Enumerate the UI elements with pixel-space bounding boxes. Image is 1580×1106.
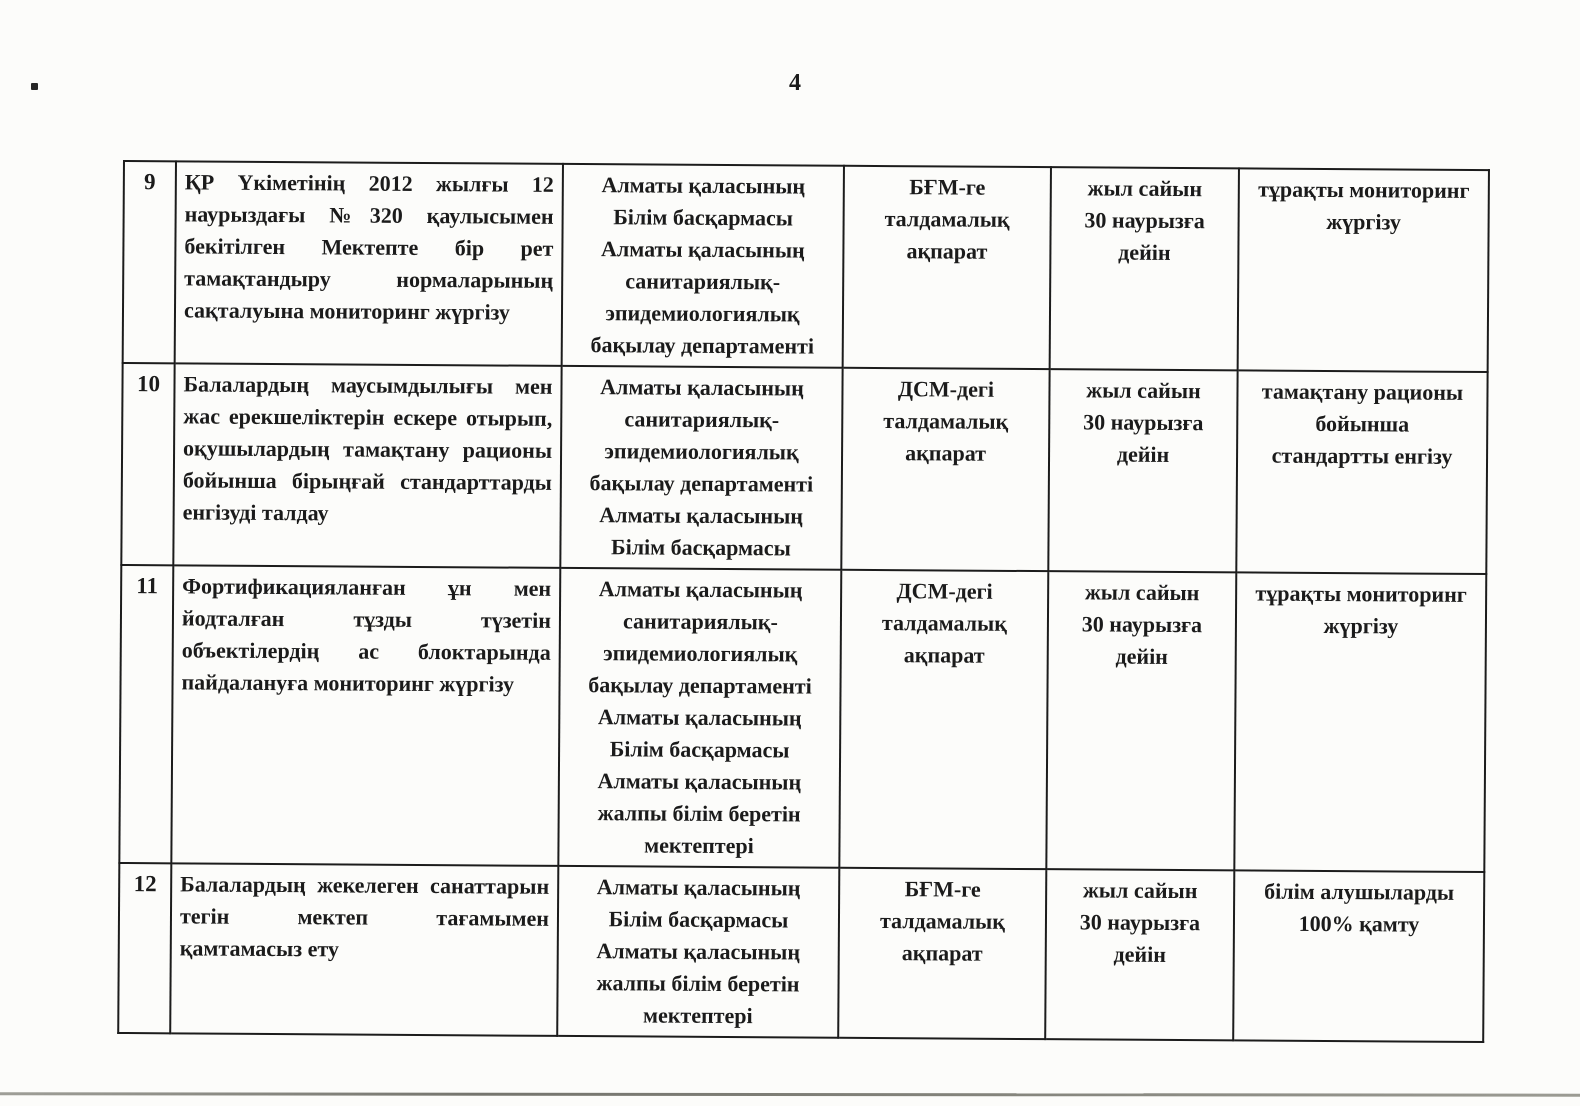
row-number-cell: 11 <box>119 565 173 863</box>
table-row <box>119 565 1486 872</box>
task-cell: Фортификацияланған ұн мен йодталған тұзды түзетін объектілердің ас блоктарында пайдалануға мониторинг жүргізу <box>171 565 560 866</box>
deadline-cell: жыл сайын 30 наурызға дейін <box>1048 369 1237 572</box>
responsible-cell: Алматы қаласының Білім басқармасы Алматы қаласының жалпы білім беретін мектептері <box>557 866 839 1038</box>
deadline-cell: жыл сайын 30 наурызға дейін <box>1050 167 1239 370</box>
result-cell: тамақтану рационы бойынша стандартты енгізу <box>1236 370 1487 574</box>
deadline-cell: жыл сайын 30 наурызға дейін <box>1045 869 1234 1040</box>
table-row <box>123 161 1489 372</box>
responsible-cell: Алматы қаласының санитариялық- эпидемиологиялық бақылау департаменті Алматы қаласының Білім басқармасы <box>560 366 842 570</box>
result-cell: тұрақты мониторинг жүргізу <box>1238 168 1489 372</box>
row-number-cell: 12 <box>118 863 171 1033</box>
task-cell: Балалардың жекелеген санаттарын тегін мектеп тағамымен қамтамасыз ету <box>170 863 558 1036</box>
report-form-cell: БҒМ-ге талдамалық ақпарат <box>843 166 1051 369</box>
table-row <box>121 363 1487 574</box>
result-cell: тұрақты мониторинг жүргізу <box>1234 572 1486 872</box>
task-cell: Балалардың маусымдылығы мен жас ерекшеліктерін ескере отырып, оқушылардың тамақтану рационы бойынша бірыңғай стандарттарды енгізуді талдау <box>173 363 561 568</box>
responsible-cell: Алматы қаласының санитариялық- эпидемиологиялық бақылау департаменті Алматы қаласының Білім басқармасы Алматы қаласының жалпы білім беретін мектептері <box>558 568 841 868</box>
result-cell: білім алушыларды 100% қамту <box>1233 870 1484 1042</box>
deadline-cell: жыл сайын 30 наурызға дейін <box>1046 571 1236 870</box>
scan-artifact-dot <box>31 83 38 90</box>
row-number-cell: 10 <box>121 363 174 565</box>
scan-edge-line <box>0 1092 1580 1096</box>
responsible-cell: Алматы қаласының Білім басқармасы Алматы қаласының санитариялық- эпидемиологиялық бақылау департаменті <box>562 164 844 368</box>
page-number: 4 <box>789 70 801 96</box>
report-form-cell: ДСМ-дегі талдамалық ақпарат <box>839 570 1048 869</box>
report-form-cell: ДСМ-дегі талдамалық ақпарат <box>841 368 1049 571</box>
task-cell: ҚР Үкіметінің 2012 жылғы 12 наурыздағы №320 қаулысымен бекітілген Мектепте бір рет тамақтандыру нормаларының сақталуына мониторинг жүргізу <box>175 161 563 366</box>
action-plan-table <box>117 160 1490 1043</box>
report-form-cell: БҒМ-ге талдамалық ақпарат <box>838 868 1046 1039</box>
table-row <box>118 863 1484 1042</box>
row-number-cell: 9 <box>123 161 176 363</box>
